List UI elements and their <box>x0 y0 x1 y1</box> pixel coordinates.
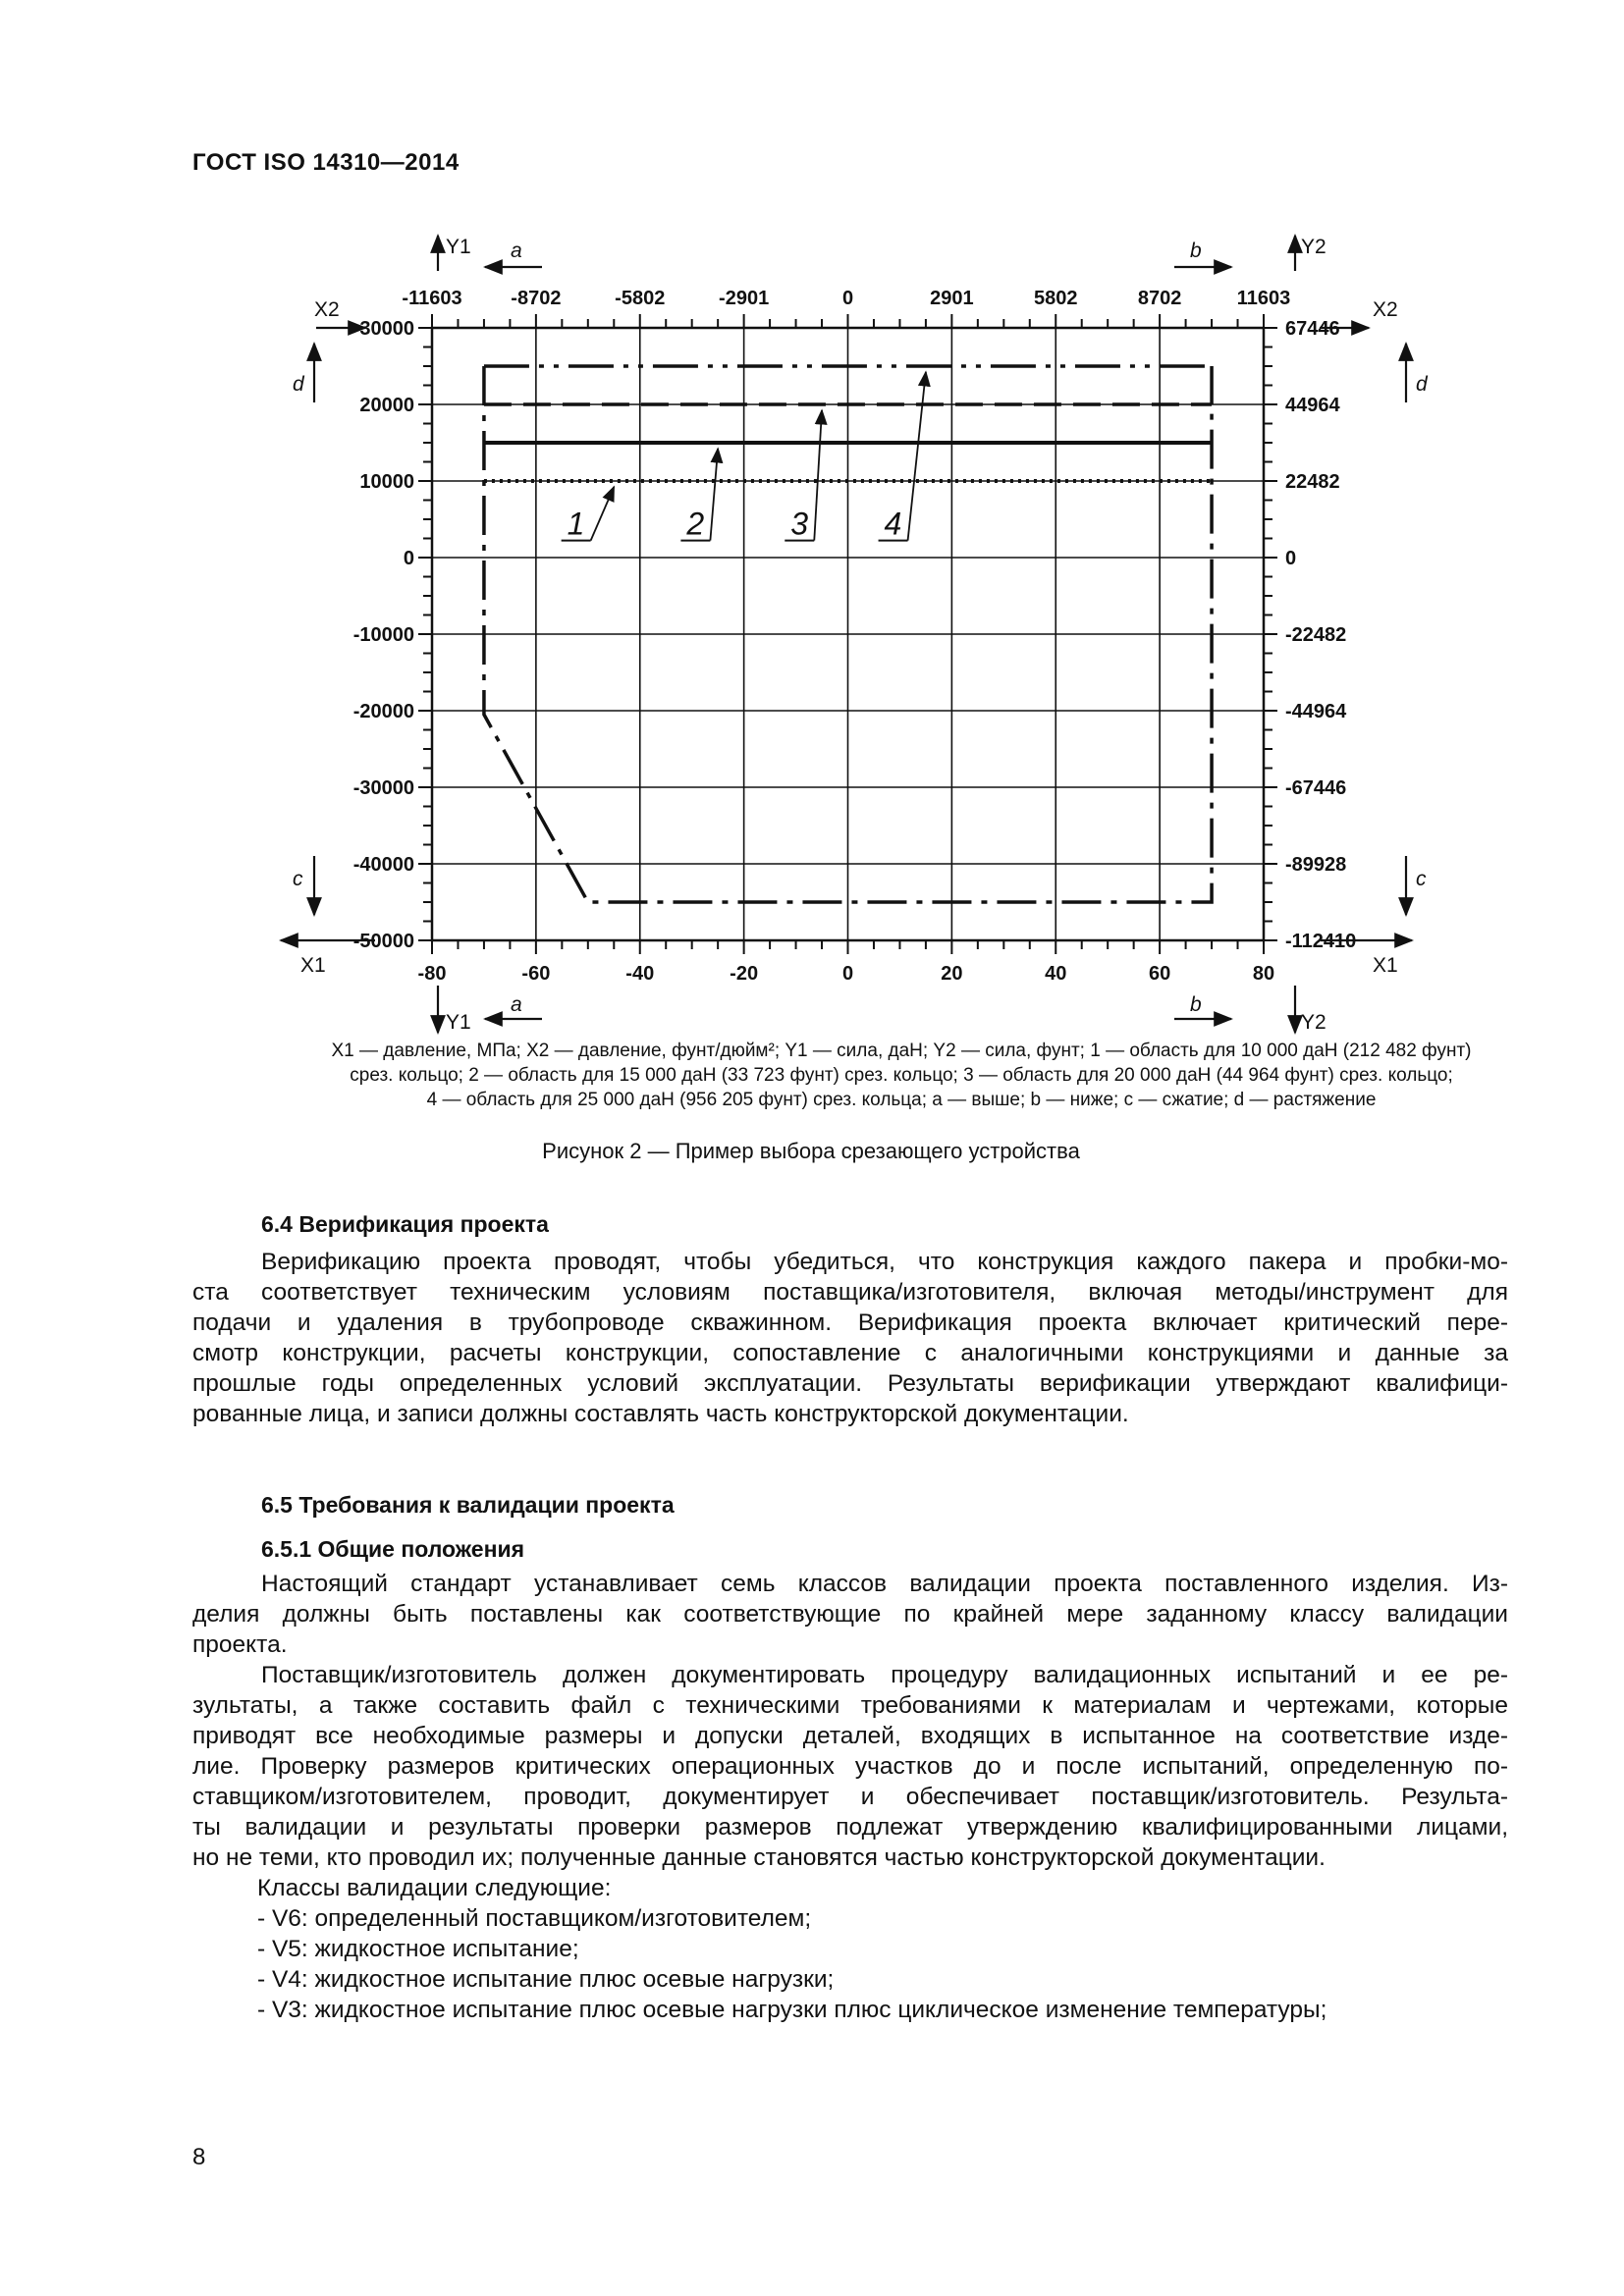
list-item: - V4: жидкостное испытание плюс осевые нагрузки; <box>257 1966 835 1993</box>
legend-line: срез. кольцо; 2 — область для 15 000 даН (33 723 фунт) срез. кольцо; 3 — область для 20 000 даН (44 964 фунт) срез. кольцо; <box>350 1065 1453 1086</box>
a-bottom-label: a <box>511 993 522 1016</box>
x1-right-label: X1 <box>1373 954 1398 977</box>
y1-tick-label: -40000 <box>352 854 414 876</box>
y1-tick-label: 20000 <box>359 395 414 416</box>
text-line: Верификацию проекта проводят, чтобы убедиться, что конструкция каждого пакера и пробки-мо- <box>261 1249 1508 1275</box>
x2-left-label: X2 <box>314 298 340 321</box>
x2-tick-label: -5802 <box>615 288 666 309</box>
x1-tick-label: 0 <box>841 963 854 985</box>
text-line: приводят все необходимые размеры и допуски деталей, входящих в испытанное на соответствие изде- <box>192 1723 1508 1749</box>
y2-tick-label: 44964 <box>1285 395 1340 416</box>
page-number: 8 <box>192 2144 206 2170</box>
y2-tick-label: 67446 <box>1285 318 1340 340</box>
y1-top-label: Y1 <box>446 236 471 258</box>
y2-tick-label: -44964 <box>1285 701 1347 722</box>
x2-tick-label: 5802 <box>1034 288 1078 309</box>
callout-label: 4 <box>884 506 902 542</box>
text-line: зультаты, а также составить файл с техническими требованиями к материалам и чертежами, которые <box>192 1692 1508 1719</box>
callout-label: 1 <box>567 506 585 542</box>
list-item: - V5: жидкостное испытание; <box>257 1936 579 1962</box>
text-line: делия должны быть поставлены как соответствующие по крайней мере заданному классу валидации <box>192 1601 1508 1628</box>
section-heading-6-4: 6.4 Верификация проекта <box>261 1211 549 1237</box>
x2-tick-label: -11603 <box>402 288 462 309</box>
document-header: ГОСТ ISO 14310—2014 <box>192 149 460 176</box>
x1-tick-label: -80 <box>417 963 447 985</box>
x2-tick-label: -8702 <box>511 288 562 309</box>
y1-tick-label: 30000 <box>359 318 414 340</box>
y1-tick-label: -10000 <box>352 624 414 646</box>
callout-leader <box>710 449 718 541</box>
x1-tick-label: 60 <box>1149 963 1171 985</box>
b-bottom-label: b <box>1190 993 1202 1016</box>
chart-tick-labels <box>353 288 1357 985</box>
c-left-label: c <box>293 868 303 890</box>
legend-line: X1 — давление, МПа; X2 — давление, фунт/дюйм²; Y1 — сила, даН; Y2 — сила, фунт; 1 — область для 10 000 даН (212 482 фунт) <box>331 1041 1472 1061</box>
text-line: ставщиком/изготовителем, проводит, документирует и обеспечивает поставщик/изготовитель. Результа- <box>192 1784 1508 1810</box>
section-heading-6-5: 6.5 Требования к валидации проекта <box>261 1492 675 1518</box>
x2-tick-label: 2901 <box>930 288 974 309</box>
y2-tick-label: -67446 <box>1285 777 1347 799</box>
y1-tick-label: -30000 <box>352 777 414 799</box>
x2-tick-label: -2901 <box>719 288 770 309</box>
validation-classes-intro: Классы валидации следующие: <box>257 1875 612 1901</box>
y1-bottom-label: Y1 <box>446 1011 471 1034</box>
y2-bottom-label: Y2 <box>1301 1011 1326 1034</box>
section-heading-6-5-1: 6.5.1 Общие положения <box>261 1536 525 1562</box>
y2-tick-label: -89928 <box>1285 854 1347 876</box>
text-line: рованные лица, и записи должны составлять часть конструкторской документации. <box>192 1401 1129 1427</box>
callout-label: 3 <box>790 506 809 542</box>
callout-leader <box>908 372 926 541</box>
callout-leader <box>814 410 822 541</box>
x1-tick-label: 80 <box>1252 963 1275 985</box>
paragraph-6-4 <box>192 1247 1508 1429</box>
callout-label: 2 <box>686 506 705 542</box>
y2-tick-label: 22482 <box>1285 471 1340 493</box>
callout-leader <box>591 487 615 541</box>
text-line: ста соответствует техническим условиям поставщика/изготовителя, включая методы/инструмент для <box>192 1279 1508 1306</box>
paragraph-6-5-1-a <box>192 1569 1508 1660</box>
chart-grid <box>432 328 1264 940</box>
text-line: смотр конструкции, расчеты конструкции, сопоставление с аналогичными конструкциями и данные за <box>192 1340 1508 1366</box>
text-line: ты валидации и результаты проверки размеров подлежат утверждению квалифицированными лицами, <box>192 1814 1508 1841</box>
x2-tick-label: 0 <box>841 288 854 309</box>
text-line: Настоящий стандарт устанавливает семь классов валидации проекта поставленного изделия. Из- <box>261 1571 1508 1597</box>
validation-classes-list <box>257 1903 1326 2025</box>
b-top-label: b <box>1190 240 1202 262</box>
text-line: Поставщик/изготовитель должен документировать процедуру валидационных испытаний и ее ре- <box>261 1662 1508 1688</box>
figure-caption: Рисунок 2 — Пример выбора срезающего устройства <box>542 1139 1080 1163</box>
x1-tick-label: -60 <box>521 963 551 985</box>
c-right-label: c <box>1416 868 1427 890</box>
text-line: подачи и удаления в трубопроводе скважинном. Верификация проекта включает критический пере- <box>192 1309 1508 1336</box>
paragraph-6-5-1-b <box>192 1660 1508 1873</box>
y2-tick-label: -22482 <box>1285 624 1347 646</box>
y1-tick-label: -20000 <box>352 701 414 722</box>
text-line: прошлые годы определенных условий эксплуатации. Результаты верификации утверждают квалифици- <box>192 1370 1508 1397</box>
x1-tick-label: 20 <box>941 963 963 985</box>
y1-tick-label: 10000 <box>359 471 414 493</box>
legend-line: 4 — область для 25 000 даН (956 205 фунт) срез. кольца; a — выше; b — ниже; c — сжатие; d — растяжение <box>426 1090 1377 1110</box>
x2-tick-label: 11603 <box>1236 288 1291 309</box>
y2-tick-label: -112410 <box>1285 931 1357 952</box>
x1-tick-label: -40 <box>625 963 655 985</box>
d-left-label: d <box>293 373 304 396</box>
figure-legend <box>275 1039 1528 1112</box>
y2-tick-label: 0 <box>1285 548 1297 569</box>
shear-device-chart <box>0 0 1624 1041</box>
y2-top-label: Y2 <box>1301 236 1326 258</box>
a-top-label: a <box>511 240 522 262</box>
x1-tick-label: 40 <box>1045 963 1067 985</box>
x2-tick-label: 8702 <box>1137 288 1182 309</box>
list-item: - V6: определенный поставщиком/изготовителем; <box>257 1905 812 1932</box>
y1-tick-label: 0 <box>403 548 414 569</box>
text-line: но не теми, кто проводил их; полученные данные становятся частью конструкторской документации. <box>192 1844 1326 1871</box>
y1-tick-label: -50000 <box>352 931 414 952</box>
text-line: проекта. <box>192 1631 288 1658</box>
x1-tick-label: -20 <box>730 963 759 985</box>
x2-right-label: X2 <box>1373 298 1398 321</box>
d-right-label: d <box>1416 373 1428 396</box>
text-line: лие. Проверку размеров критических операционных участков до и после испытаний, определенную по- <box>192 1753 1508 1780</box>
x1-left-label: X1 <box>300 954 326 977</box>
list-item: - V3: жидкостное испытание плюс осевые нагрузки плюс циклическое изменение температуры; <box>257 1997 1327 2023</box>
